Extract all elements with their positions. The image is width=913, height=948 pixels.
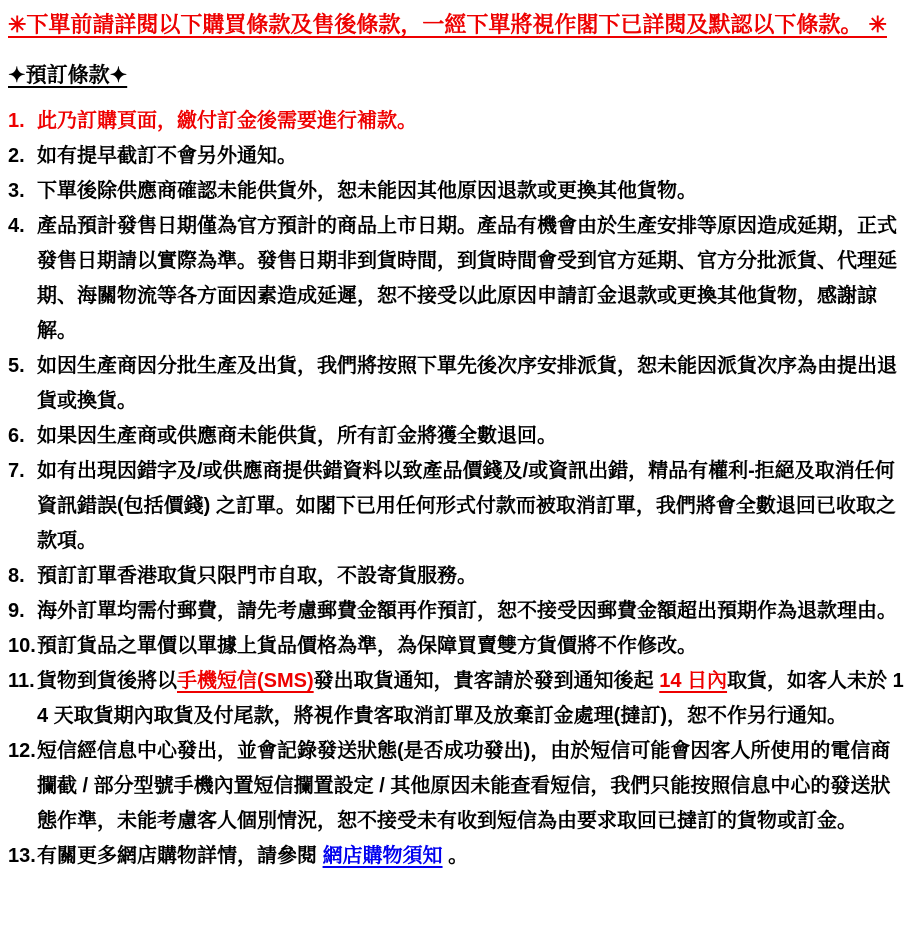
term-number: 5. [8,355,25,377]
term-text [37,664,907,734]
term-text [37,594,907,629]
term-item [6,209,907,349]
term-text [37,419,907,454]
term-text-segment: 預訂貨品之單價以單據上貨品價格為準，為保障買賣雙方貨價將不作修改。 [37,635,697,657]
term-text [37,839,907,874]
term-number: 7. [8,460,25,482]
term-text-segment: 。 [442,845,469,867]
term-text [37,559,907,594]
term-number: 6. [8,425,25,447]
term-number: 9. [8,600,25,622]
term-text [37,104,907,139]
pre-order-notice-header: ✳下單前請詳閱以下購買條款及售後條款，一經下單將視作閣下已詳閱及默認以下條款。 ✳ [8,12,887,37]
term-number: 11. [8,670,35,692]
term-item [6,839,907,874]
term-text [37,209,907,349]
term-text-segment: 如因生產商因分批生產及出貨，我們將按照下單先後次序安排派貨，恕未能因派貨次序為由提出退貨或換貨。 [37,355,897,412]
term-text [37,454,907,559]
term-item [6,594,907,629]
term-text-segment: 如果因生產商或供應商未能供貨，所有訂金將獲全數退回。 [37,425,557,447]
store-shopping-guide-link[interactable]: 網店購物須知 [322,845,443,867]
term-item [6,174,907,209]
term-number: 3. [8,180,25,202]
term-text-segment: 下單後除供應商確認未能供貨外，恕未能因其他原因退款或更換其他貨物。 [37,180,697,202]
term-text-segment: 14 日內 [659,670,728,692]
term-item [6,734,907,839]
term-text-segment: 短信經信息中心發出，並會記錄發送狀態(是否成功發出)，由於短信可能會因客人所使用的電信商攔截 / 部分型號手機內置短信攔置設定 / 其他原因未能查看短信，我們只能按照信息中心的發送狀態作準，未能考慮客人個別情況，恕不接受未有收到短信為由要求取回已撻訂的貨物或訂金。 [37,740,891,832]
term-number: 4. [8,215,25,237]
term-item [6,104,907,139]
term-text-segment: 預訂訂單香港取貨只限門市自取，不設寄貨服務。 [37,565,477,587]
term-item [6,559,907,594]
term-text-segment: 有關更多網店購物詳情，請參閱 [37,845,323,867]
terms-list [6,104,907,874]
term-text-segment: 如有提早截訂不會另外通知。 [37,145,297,167]
term-number: 2. [8,145,25,167]
term-text [37,174,907,209]
term-text [37,349,907,419]
term-item [6,629,907,664]
section-title-preorder-terms: ✦預訂條款✦ [8,64,128,87]
term-text [37,734,907,839]
term-number: 13. [8,845,36,867]
term-text-segment: 手機短信(SMS) [177,670,314,692]
term-text [37,629,907,664]
term-item [6,349,907,419]
term-item [6,454,907,559]
term-text-segment: 產品預計發售日期僅為官方預計的商品上市日期。產品有機會由於生產安排等原因造成延期，正式發售日期請以實際為準。發售日期非到貨時間，到貨時間會受到官方延期、官方分批派貨、代理延期、海關物流等各方面因素造成延遲，恕不接受以此原因申請訂金退款或更換其他貨物，感謝諒解。 [37,215,897,342]
term-number: 8. [8,565,25,587]
term-item [6,419,907,454]
term-text-segment: 貨物到貨後將以 [37,670,177,692]
term-number: 10. [8,635,36,657]
term-number: 1. [8,110,25,132]
term-number: 12. [8,740,36,762]
term-item [6,139,907,174]
term-text-segment: 發出取貨通知，貴客請於發到通知後起 [313,670,660,692]
term-text-segment: 如有出現因錯字及/或供應商提供錯資料以致產品價錢及/或資訊出錯，精品有權利-拒絕及取消任何資訊錯誤(包括價錢) 之訂單。如閣下已用任何形式付款而被取消訂單，我們將會全數退回已收取之款項。 [37,460,896,552]
term-text [37,139,907,174]
term-text-segment: 海外訂單均需付郵費，請先考慮郵費金額再作預訂，恕不接受因郵費金額超出預期作為退款理由。 [37,600,897,622]
preorder-terms-page [6,11,907,874]
term-item [6,664,907,734]
term-text-segment: 取貨，如客人未於 14 天取貨期內取貨及付尾款，將視作貴客取消訂單及放棄訂金處理(撻訂)，恕不作另行通知。 [37,670,904,727]
term-text-segment: 此乃訂購頁面，繳付訂金後需要進行補款。 [37,110,417,132]
